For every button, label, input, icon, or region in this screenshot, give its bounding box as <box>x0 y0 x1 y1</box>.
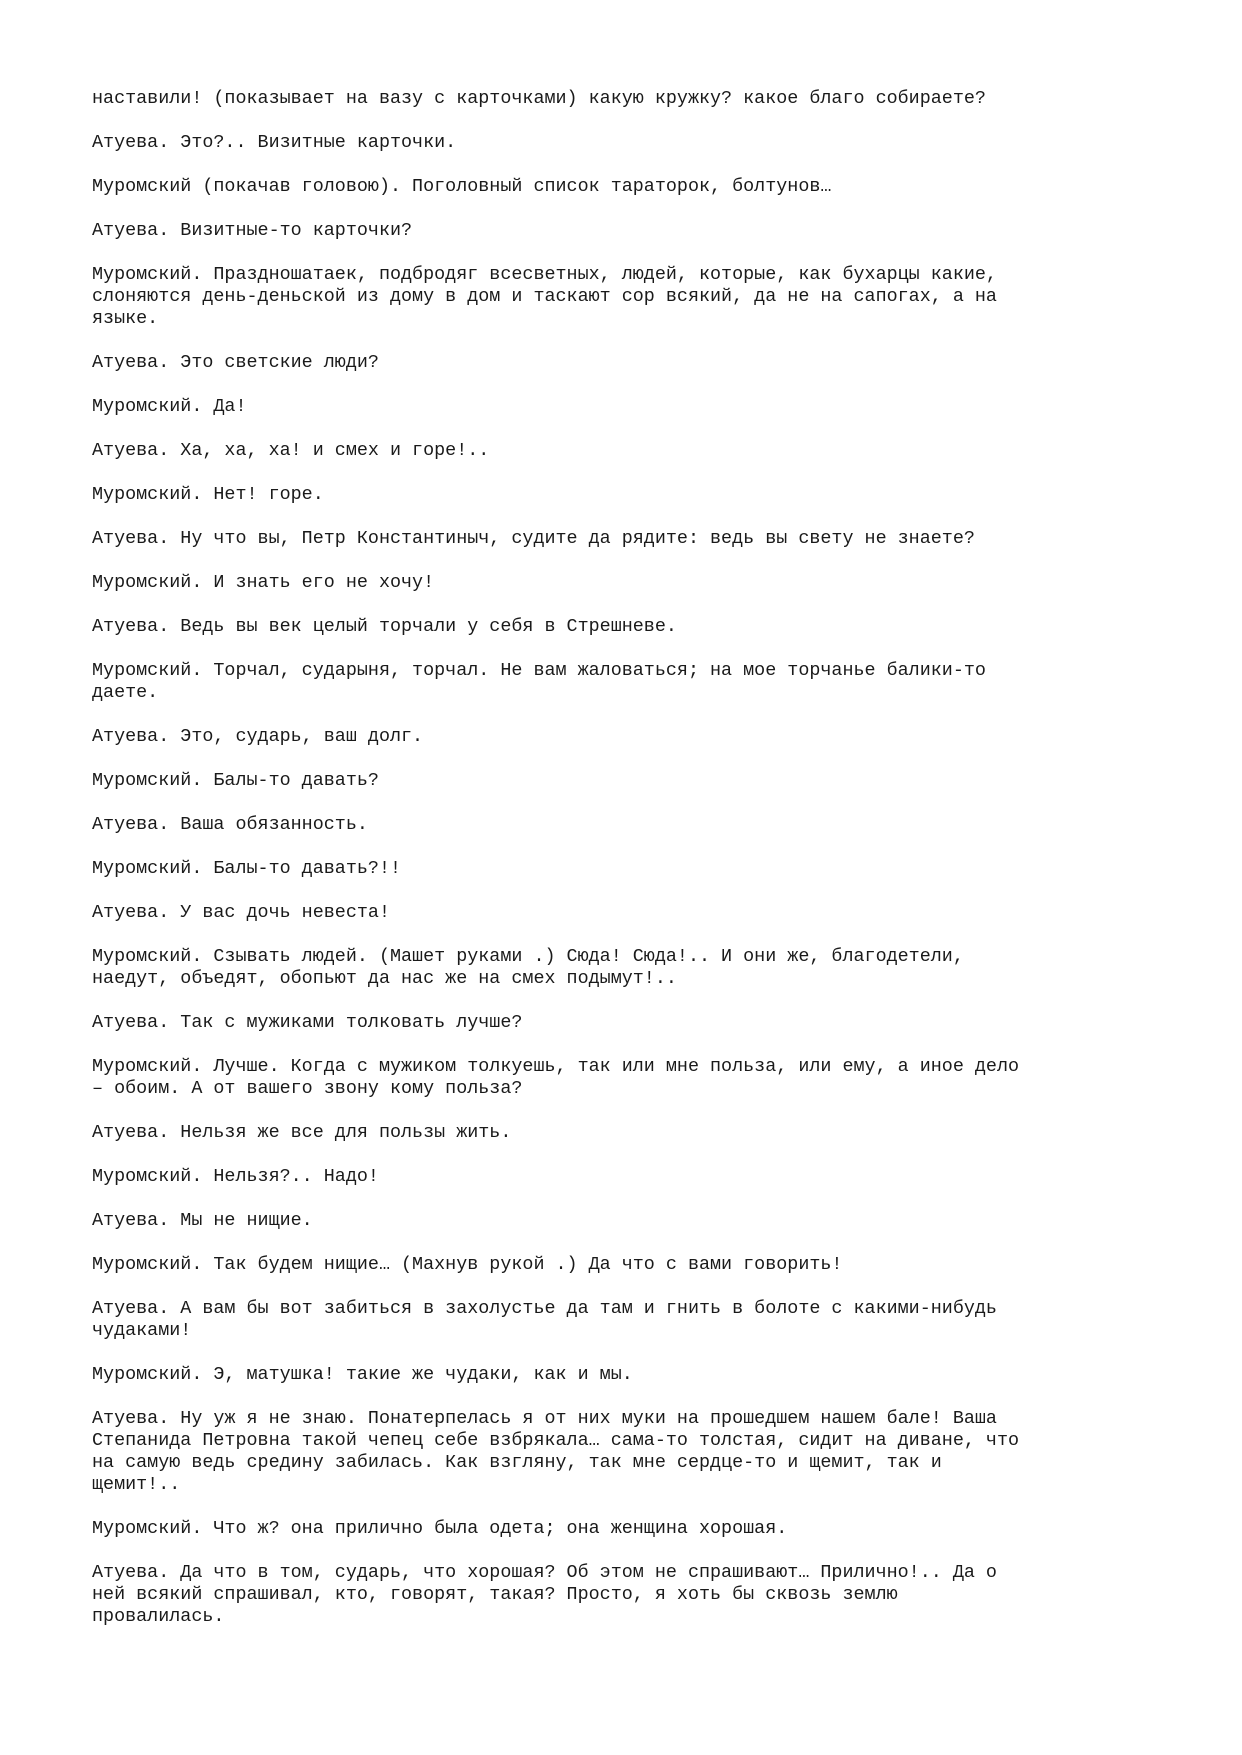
paragraph: Муромский. И знать его не хочу! <box>92 572 435 593</box>
paragraph: Муромский. Балы-то давать? <box>92 770 379 791</box>
paragraph: Атуева. А вам бы вот забиться в захолустье да там и гнить в болоте с какими-нибудь чудаками! <box>92 1298 997 1341</box>
paragraph: Атуева. Да что в том, сударь, что хорошая? Об этом не спрашивают… Прилично!.. Да о ней всякий спрашивал, кто, говорят, такая? Просто, я хоть бы сквозь землю провалилась. <box>92 1562 997 1627</box>
paragraph: Муромский. Что ж? она прилично была одета; она женщина хорошая. <box>92 1518 788 1539</box>
paragraph: Муромский (покачав головою). Поголовный список тараторок, болтунов… <box>92 176 832 197</box>
paragraph: Муромский. Э, матушка! такие же чудаки, как и мы. <box>92 1364 633 1385</box>
paragraph: Муромский. Сзывать людей. (Машет руками .) Сюда! Сюда!.. И они же, благодетели, наедут, объедят, обопьют да нас же на смех подымут!.. <box>92 946 964 989</box>
paragraph: Атуева. Это, сударь, ваш долг. <box>92 726 424 747</box>
paragraph: Атуева. Ваша обязанность. <box>92 814 368 835</box>
paragraph: Муромский. Нельзя?.. Надо! <box>92 1166 379 1187</box>
paragraph: Атуева. Это светские люди? <box>92 352 379 373</box>
paragraph: Муромский. Торчал, сударыня, торчал. Не вам жаловаться; на мое торчанье балики-то даете. <box>92 660 986 703</box>
paragraph: Муромский. Да! <box>92 396 247 417</box>
paragraph: наставили! (показывает на вазу с карточками) какую кружку? какое благо собираете? <box>92 88 986 109</box>
paragraph: Муромский. Лучше. Когда с мужиком толкуешь, так или мне польза, или ему, а иное дело – обоим. А от вашего звону кому польза? <box>92 1056 1020 1099</box>
paragraph: Муромский. Так будем нищие… (Махнув рукой .) Да что с вами говорить! <box>92 1254 843 1275</box>
paragraph: Атуева. Визитные-то карточки? <box>92 220 413 241</box>
paragraph: Атуева. Ведь вы век целый торчали у себя в Стрешневе. <box>92 616 677 637</box>
document-page <box>92 88 1172 1650</box>
paragraph: Атуева. Мы не нищие. <box>92 1210 313 1231</box>
paragraph: Атуева. Это?.. Визитные карточки. <box>92 132 457 153</box>
paragraph: Муромский. Балы-то давать?!! <box>92 858 402 879</box>
paragraph: Муромский. Нет! горе. <box>92 484 324 505</box>
paragraph: Атуева. Так с мужиками толковать лучше? <box>92 1012 523 1033</box>
paragraph: Атуева. Ха, ха, ха! и смех и горе!.. <box>92 440 490 461</box>
paragraph: Атуева. Ну что вы, Петр Константиныч, судите да рядите: ведь вы свету не знаете? <box>92 528 975 549</box>
paragraph: Атуева. Ну уж я не знаю. Понатерпелась я от них муки на прошедшем нашем бале! Ваша Степанида Петровна такой чепец себе взбрякала… сама-то толстая, сидит на диване, что на самую ведь средину забилась. Как взгляну, так мне сердце-то и щемит, так и щемит!.. <box>92 1408 1020 1495</box>
paragraph: Атуева. Нельзя же все для пользы жить. <box>92 1122 512 1143</box>
paragraph: Муромский. Празднoшатаек, подбродяг всесветных, людей, которые, как бухарцы какие, слоняются день-деньской из дому в дом и таскают сор всякий, да не на сапогах, а на языке. <box>92 264 997 329</box>
paragraph: Атуева. У вас дочь невеста! <box>92 902 390 923</box>
